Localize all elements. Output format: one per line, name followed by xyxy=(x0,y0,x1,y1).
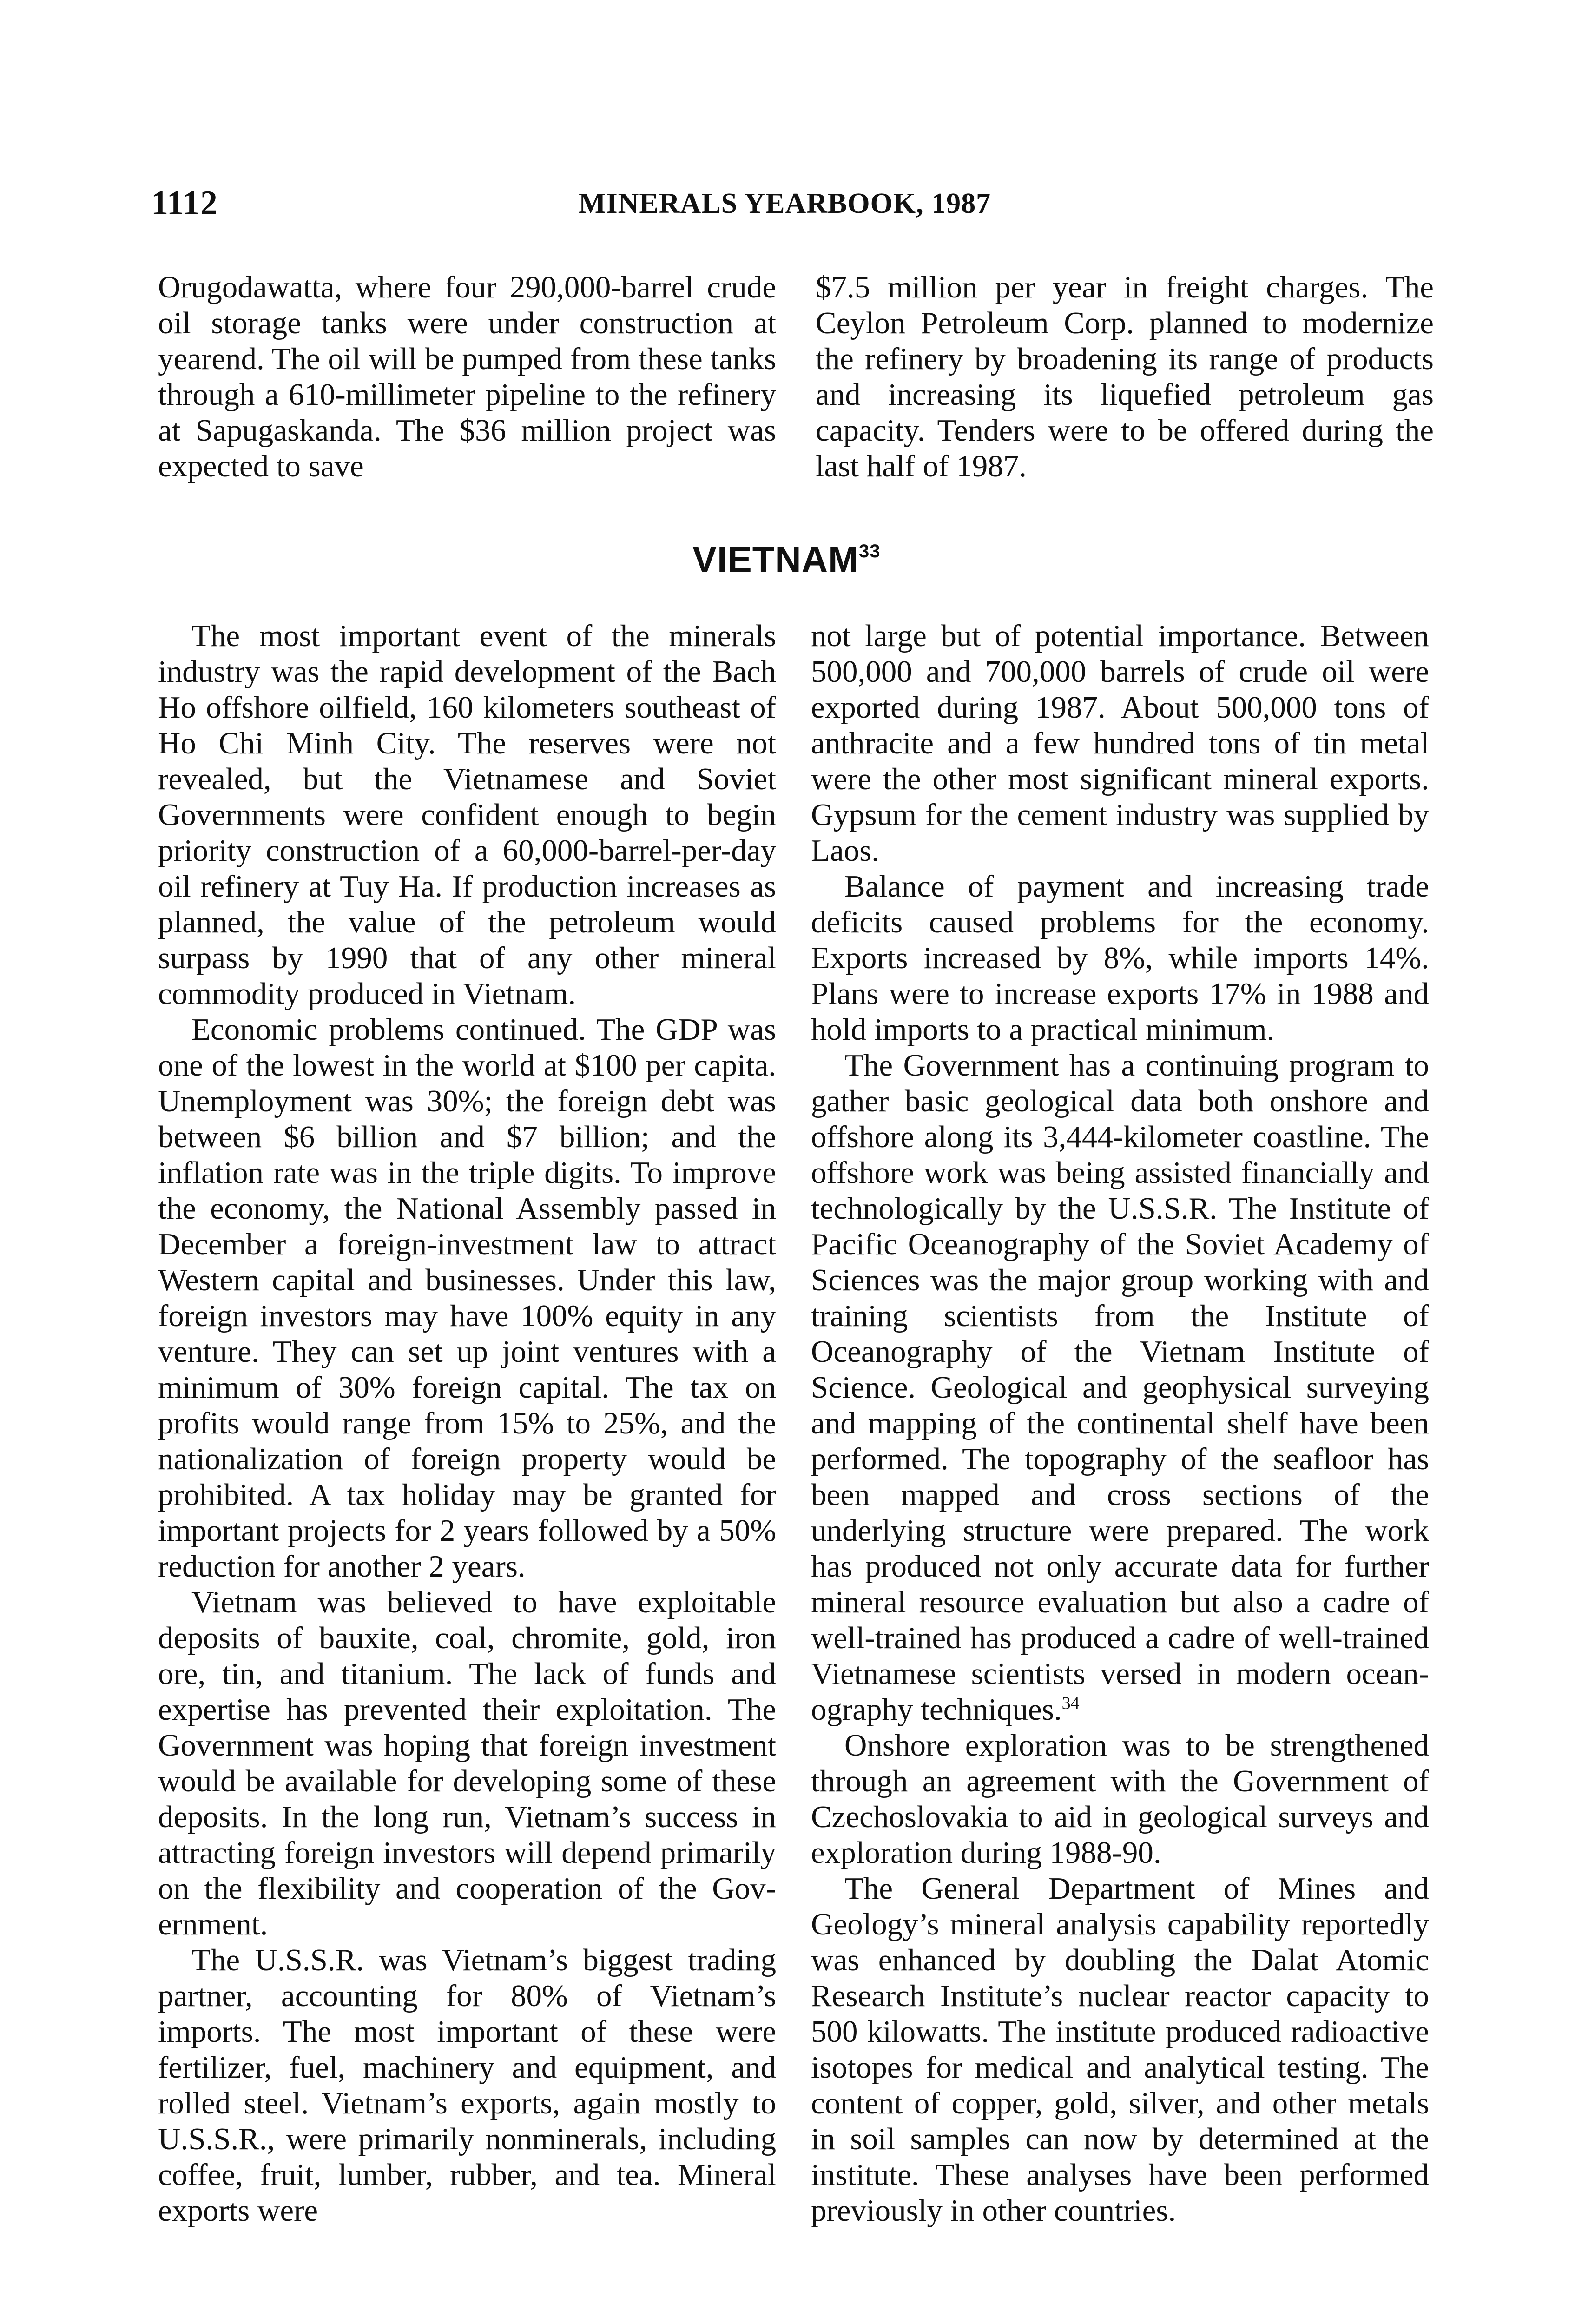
footnote-ref: 33 xyxy=(859,541,881,561)
right-column xyxy=(811,618,1429,2229)
paragraph: Onshore exploration was to be strengthened through an agreement with the Government of Czechoslovakia to aid in geological surveys and exploration during 1988-90. xyxy=(811,1728,1429,1870)
footnote-ref: 34 xyxy=(1061,1693,1080,1713)
left-column xyxy=(158,618,776,2229)
paragraph: Vietnam was believed to have exploitable deposits of bauxite, coal, chromite, gold, iron ore, tin, and titanium. The lack of funds and expertise has prevented their exploitation. The Government was hoping that foreign investment would be available for developing some of these deposits. In the long run, Vietnam’s success in attracting foreign investors will depend primarily on the flexibility and cooperation of the Government. xyxy=(158,1585,776,1941)
paragraph: Economic problems continued. The GDP was one of the lowest in the world at $100 per capita. Unemployment was 30%; the foreign debt was between $6 billion and $7 billion; and the inflation rate was in the triple digits. To improve the economy, the National Assembly passed in December a foreign-investment law to attract Western capital and businesses. Under this law, foreign investors may have 100% equity in any venture. They can set up joint ventures with a minimum of 30% foreign capital. The tax on profits would range from 15% to 25%, and the nationalization of foreign property would be prohibited. A tax holiday may be granted for important projects for 2 years followed by a 50% reduction for another 2 years. xyxy=(158,1012,776,1584)
page-number: 1112 xyxy=(151,184,218,222)
paragraph: Balance of payment and increasing trade deficits caused problems for the economy. Exports increased by 8%, while imports 14%. Plans were to increase exports 17% in 1988 and hold imports to a practical minimum. xyxy=(811,869,1429,1047)
section-title-text: VIETNAM xyxy=(692,539,859,580)
paragraph-text: The Government has a continuing program to gather basic geological data both onshore and offshore along its 3,444-kilometer coastline. The offshore work was being assisted financially and technologically by the U.S.S.R. The Institute of Pacific Oceanography of the Soviet Academy of Sciences was the major group working with and training scientists from the Institute of Oceanography of the Vietnam Institute of Science. Geological and geophysical surveying and mapping of the continental shelf have been performed. The topography of the seafloor has been mapped and cross sections of the underlying structure were prepared. The work has produced not only accurate data for further mineral resource evaluation but also a cadre of well-trained has produced a cadre of well-trained Vietnamese scientists versed in modern oceanography techniques. xyxy=(811,1048,1429,1727)
paragraph xyxy=(811,1048,1429,1728)
running-head: MINERALS YEARBOOK, 1987 xyxy=(579,188,991,219)
continuation-left-column xyxy=(158,270,776,484)
paragraph: The General Department of Mines and Geology’s mineral analysis capability reportedly was enhanced by doubling the Dalat Atomic Research Institute’s nuclear reactor capacity to 500 kilowatts. The institute produced radioactive isotopes for medical and analytical testing. The content of copper, gold, silver, and other metals in soil samples can now by determined at the institute. These analyses have been performed previously in other countries. xyxy=(811,1871,1429,2228)
paragraph: The U.S.S.R. was Vietnam’s biggest trading partner, accounting for 80% of Vietnam’s imports. The most important of these were fertilizer, fuel, machinery and equipment, and rolled steel. Vietnam’s exports, again mostly to U.S.S.R., were primarily nonminerals, including coffee, fruit, lumber, rubber, and tea. Mineral exports were xyxy=(158,1943,776,2228)
section-title xyxy=(692,538,881,581)
paragraph: The most important event of the minerals industry was the rapid development of the Bach Ho offshore oilfield, 160 kilometers southeast of Ho Chi Minh City. The reserves were not revealed, but the Vietnamese and Soviet Governments were confident enough to begin priority construction of a 60,000-barrel-per-day oil refinery at Tuy Ha. If production increases as planned, the value of the petroleum would surpass by 1990 that of any other mineral commodity produced in Vietnam. xyxy=(158,619,776,1011)
continuation-right-column xyxy=(816,270,1434,484)
paragraph: not large but of potential importance. Between 500,000 and 700,000 barrels of crude oil were exported during 1987. About 500,000 tons of anthracite and a few hundred tons of tin metal were the other most significant mineral exports. Gypsum for the cement industry was supplied by Laos. xyxy=(811,619,1429,868)
paragraph: Orugodawatta, where four 290,000-barrel crude oil storage tanks were under construction at yearend. The oil will be pumped from these tanks through a 610-millimeter pipeline to the refinery at Sapugaskanda. The $36 million project was expected to save xyxy=(158,270,776,483)
paragraph: $7.5 million per year in freight charges. The Ceylon Petroleum Corp. planned to modernize the refinery by broadening its range of products and increasing its liquefied petroleum gas capacity. Tenders were to be offered during the last half of 1987. xyxy=(816,270,1434,483)
